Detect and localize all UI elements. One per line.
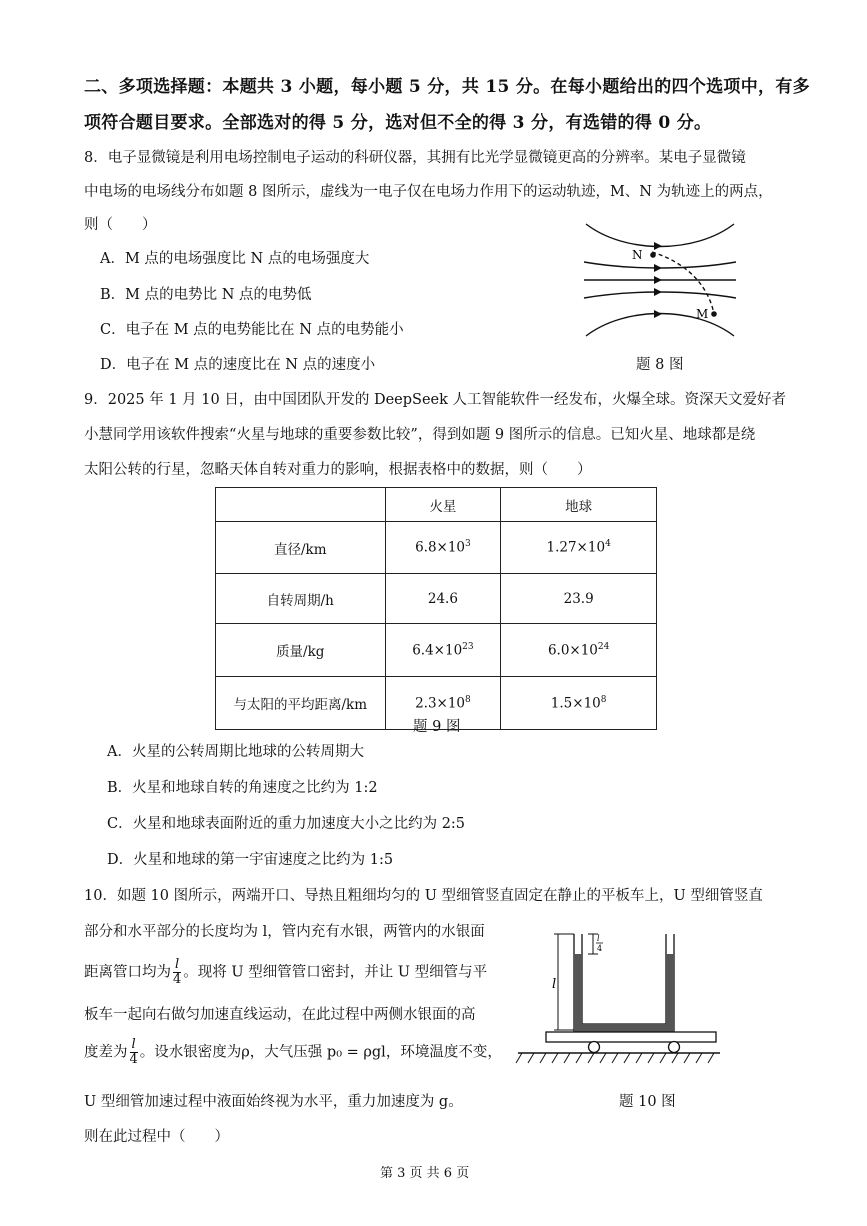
q10-line3-start: 距离管口均为 <box>84 964 171 981</box>
value-exp: 3 <box>465 539 471 550</box>
value-base: 1.27×10 <box>546 539 606 556</box>
q10-u-tube-figure <box>512 926 722 1076</box>
arrow-2 <box>654 264 662 272</box>
label-quarter-num: l <box>597 934 600 943</box>
earth-mass <box>501 624 657 677</box>
arrow-5 <box>654 310 662 318</box>
q8-field-line-figure <box>580 212 740 347</box>
mars-rotation <box>385 574 501 624</box>
ground-hatch <box>516 1053 714 1063</box>
value-exp: 24 <box>597 641 610 652</box>
earth-rotation <box>501 574 657 624</box>
table-header-row <box>216 488 657 522</box>
earth-diameter <box>501 522 657 574</box>
q8-option-d[interactable]: D．电子在 M 点的速度比在 N 点的速度小 <box>100 357 376 373</box>
row-label: 自转周期/h <box>216 574 386 624</box>
row-label: 直径/km <box>216 522 386 574</box>
value-base: 23.9 <box>563 590 594 607</box>
q10-stem-line5 <box>84 1038 502 1067</box>
label-l: l <box>552 977 557 992</box>
q9-option-c[interactable]: C．火星和地球表面附近的重力加速度大小之比约为 2:5 <box>107 816 466 832</box>
q10-stem-line6: U 型细管加速过程中液面始终视为水平，重力加速度为 g。 <box>84 1094 463 1110</box>
cart-wheel-left <box>589 1042 600 1053</box>
value-base: 6.8×10 <box>415 539 466 556</box>
arrow-1 <box>654 242 662 250</box>
value-exp: 4 <box>605 539 611 550</box>
table-header-earth: 地球 <box>501 488 657 522</box>
value-exp: 23 <box>462 641 474 652</box>
q10-figure-caption: 题 10 图 <box>619 1094 676 1110</box>
row-label: 质量/kg <box>216 624 386 677</box>
arrow-4 <box>654 288 662 296</box>
row-label: 与太阳的平均距离/km <box>216 677 386 730</box>
value-base: 6.0×10 <box>547 642 598 659</box>
q8-figure-caption: 题 8 图 <box>636 357 684 373</box>
table-row-rotation-period <box>216 574 657 624</box>
flat-cart <box>546 1032 716 1042</box>
value-base: 24.6 <box>427 590 458 607</box>
mars-mass <box>385 624 501 677</box>
value-base: 6.4×10 <box>412 642 463 659</box>
q10-stem-line7: 则在此过程中（ ） <box>84 1129 229 1145</box>
point-m <box>711 311 717 317</box>
value-base: 2.3×10 <box>415 695 466 712</box>
q10-stem-line2: 部分和水平部分的长度均为 l，管内充有水银，两管内的水银面 <box>84 924 485 940</box>
q10-stem-line1: 10．如题 10 图所示，两端开口、导热且粗细均匀的 U 型细管竖直固定在静止的平板车上，U 型细管竖直 <box>84 888 763 904</box>
field-line-top <box>586 224 734 247</box>
q10-stem-line4: 板车一起向右做匀加速直线运动，在此过程中两侧水银面的高 <box>84 1007 476 1023</box>
mercury-fill <box>574 954 674 1032</box>
mars-diameter <box>385 522 501 574</box>
fraction-numerator: l <box>130 1038 138 1053</box>
table-header-mars: 火星 <box>385 488 501 522</box>
q8-option-a[interactable]: A．M 点的电场强度比 N 点的电场强度大 <box>100 251 370 267</box>
q9-stem-line2: 小慧同学用该软件搜索“火星与地球的重要参数比较”，得到如题 9 图所示的信息。已知火星、地球都是绕 <box>84 427 756 443</box>
value-base: 1.5×10 <box>550 695 601 712</box>
field-line-bottom <box>586 314 734 337</box>
q10-stem-line3 <box>84 958 487 987</box>
arrow-3 <box>654 276 662 284</box>
section-title-line2: 项符合题目要求。全部选对的得 5 分，选对但不全的得 3 分，有选错的得 0 分。 <box>84 113 712 133</box>
earth-distance <box>501 677 657 730</box>
label-quarter-den: 4 <box>597 944 603 953</box>
q10-line5-end: 。设水银密度为ρ，大气压强 p₀ = ρgl，环境温度不变， <box>139 1044 502 1061</box>
u-tube <box>574 934 674 1032</box>
value-exp: 8 <box>465 694 471 705</box>
cart-wheel-right <box>669 1042 680 1053</box>
q10-line3-end: 。现将 U 型细管管口密封，并让 U 型细管与平 <box>183 964 488 981</box>
q9-option-a[interactable]: A．火星的公转周期比地球的公转周期大 <box>107 744 364 760</box>
fraction-numerator: l <box>173 958 181 973</box>
label-m: M <box>696 307 709 321</box>
fraction-l-over-4-b <box>130 1038 138 1067</box>
fraction-denominator: 4 <box>129 1052 138 1067</box>
point-n <box>650 252 656 258</box>
fraction-denominator: 4 <box>173 972 182 987</box>
q8-stem-line2: 中电场的电场线分布如题 8 图所示，虚线为一电子仅在电场力作用下的运动轨迹，M、N 为轨迹上的两点， <box>84 184 773 200</box>
q9-stem-line3: 太阳公转的行星，忽略天体自转对重力的影响，根据表格中的数据，则（ ） <box>84 462 592 478</box>
q9-stem-line1: 9．2025 年 1 月 10 日，由中国团队开发的 DeepSeek 人工智能软件一经发布，火爆全球。资深天文爱好者 <box>84 392 787 408</box>
electron-trajectory <box>652 252 714 314</box>
table-row-mass <box>216 624 657 677</box>
table-header-blank <box>216 488 386 522</box>
q9-parameter-table <box>215 487 657 730</box>
q8-stem-line1: 8．电子显微镜是利用电场控制电子运动的科研仪器，其拥有比光学显微镜更高的分辨率。某电子显微镜 <box>84 150 746 166</box>
q8-stem-line3: 则（ ） <box>84 217 157 233</box>
q9-option-d[interactable]: D．火星和地球的第一宇宙速度之比约为 1:5 <box>107 852 394 868</box>
table-row-diameter <box>216 522 657 574</box>
value-exp: 8 <box>600 694 607 705</box>
label-n: N <box>632 248 643 262</box>
q8-option-b[interactable]: B．M 点的电势比 N 点的电势低 <box>100 287 312 303</box>
page-number: 第 3 页 共 6 页 <box>380 1166 470 1181</box>
q9-option-b[interactable]: B．火星和地球自转的角速度之比约为 1:2 <box>107 780 378 796</box>
q10-line5-start: 度差为 <box>84 1044 128 1061</box>
section-title-line1: 二、多项选择题：本题共 3 小题，每小题 5 分，共 15 分。在每小题给出的四个选项中，有多 <box>84 77 810 97</box>
fraction-l-over-4 <box>173 958 181 987</box>
q9-figure-caption: 题 9 图 <box>413 719 461 735</box>
q8-option-c[interactable]: C．电子在 M 点的电势能比在 N 点的电势能小 <box>100 322 404 338</box>
